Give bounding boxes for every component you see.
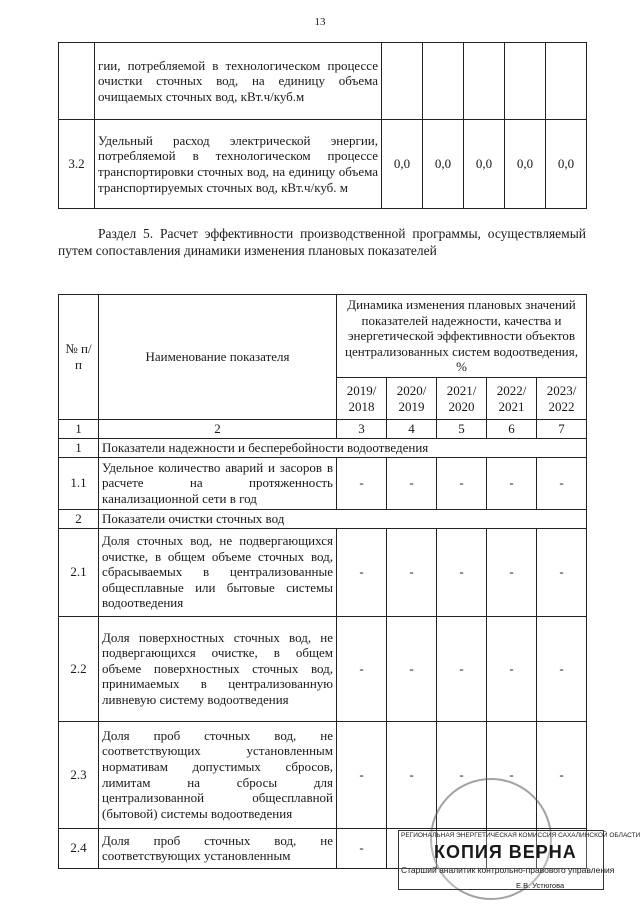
value-cell: - (437, 721, 487, 828)
col-name-header: Наименование показателя (99, 295, 337, 420)
value-cell: - (387, 528, 437, 616)
row-name: Удельный расход электрической энергии, потребляемой в технологическом процессе транспортировки сточных вод, на единицу объема транспортируемых сточных вод, кВт.ч/куб. м (95, 120, 382, 209)
stamp-signer: Е.В. Устюгова (516, 881, 565, 890)
value-cell: - (537, 528, 587, 616)
row-number: 2.3 (59, 721, 99, 828)
value-cell: 0,0 (505, 120, 546, 209)
value-cell: - (437, 528, 487, 616)
year-header: 2023/ 2022 (537, 378, 587, 420)
row-name: Доля проб сточных вод, не соответствующих установленным нормативам допустимых сбросов, лимитам на сбросы для централизованной общесплавной (бытовой) системы водоотведения (99, 721, 337, 828)
row-number: 2 (59, 509, 99, 528)
value-cell (546, 43, 587, 120)
value-cell: - (537, 457, 587, 509)
value-cell: - (337, 721, 387, 828)
value-cell: - (487, 457, 537, 509)
value-cell: - (387, 457, 437, 509)
row-number: 3.2 (59, 120, 95, 209)
value-cell: - (387, 616, 437, 721)
col-num-header: № п/п (59, 295, 99, 420)
group-name: Показатели надежности и бесперебойности водоотведения (99, 438, 587, 457)
year-header: 2022/ 2021 (487, 378, 537, 420)
index-cell: 6 (487, 420, 537, 439)
row-number: 2.2 (59, 616, 99, 721)
value-cell: 0,0 (546, 120, 587, 209)
stamp-title: КОПИЯ ВЕРНА (434, 842, 577, 862)
value-cell (423, 43, 464, 120)
value-cell: - (487, 721, 537, 828)
value-cell: - (487, 528, 537, 616)
row-name: Доля поверхностных сточных вод, не подвергающихся очистке, в общем объеме поверхностных сточных вод, принимаемых в централизованную ливневую систему водоотведения (99, 616, 337, 721)
value-cell: - (437, 457, 487, 509)
section-title: Раздел 5. Расчет эффективности производственной программы, осуществляемый путем сопоставления динамики изменения плановых показателей (58, 226, 586, 258)
certification-stamp (398, 772, 640, 898)
value-cell (382, 43, 423, 120)
value-cell: - (537, 616, 587, 721)
group-row (59, 509, 587, 528)
index-cell: 5 (437, 420, 487, 439)
value-cell: - (337, 528, 387, 616)
index-cell: 7 (537, 420, 587, 439)
value-cell: - (337, 457, 387, 509)
value-cell: - (437, 616, 487, 721)
row-name: Удельное количество аварий и засоров в расчете на протяженность канализационной сети в год (99, 457, 337, 509)
row-number (59, 43, 95, 120)
page-number: 13 (314, 16, 326, 28)
row-number: 2.1 (59, 528, 99, 616)
row-number: 2.4 (59, 828, 99, 868)
index-row (59, 420, 587, 439)
table-row (59, 120, 587, 209)
row-name: Доля сточных вод, не подвергающихся очистке, в общем объеме сточных вод, сбрасываемых в централизованные общесплавные или бытовые системы водоотведения (99, 528, 337, 616)
year-header: 2019/ 2018 (337, 378, 387, 420)
value-cell (505, 43, 546, 120)
table-row (59, 457, 587, 509)
group-row (59, 438, 587, 457)
value-cell: - (537, 721, 587, 828)
year-header: 2021/ 2020 (437, 378, 487, 420)
stamp-org: РЕГИОНАЛЬНАЯ ЭНЕРГЕТИЧЕСКАЯ КОМИССИЯ САХАЛИНСКОЙ ОБЛАСТИ (401, 832, 640, 839)
top-table (58, 42, 587, 209)
index-cell: 1 (59, 420, 99, 439)
stamp-position: Старший аналитик контрольно-правового управления (401, 865, 615, 875)
index-cell: 2 (99, 420, 337, 439)
value-cell: - (387, 721, 437, 828)
index-cell: 3 (337, 420, 387, 439)
row-name: гии, потребляемой в технологическом процессе очистки сточных вод, на единицу объема очищаемых сточных вод, кВт.ч/куб.м (95, 43, 382, 120)
value-cell: - (487, 616, 537, 721)
dynamics-header: Динамика изменения плановых значений показателей надежности, качества и энергетической эффективности объектов централизованных систем водоотведения, % (337, 295, 587, 378)
value-cell: - (337, 616, 387, 721)
row-name: Доля проб сточных вод, не соответствующих установленным (99, 828, 337, 868)
value-cell: - (337, 828, 387, 868)
value-cell: 0,0 (423, 120, 464, 209)
table-row (59, 43, 587, 120)
index-cell: 4 (387, 420, 437, 439)
value-cell: 0,0 (382, 120, 423, 209)
header-row (59, 295, 587, 378)
year-header: 2020/ 2019 (387, 378, 437, 420)
value-cell (464, 43, 505, 120)
row-number: 1.1 (59, 457, 99, 509)
table-row (59, 528, 587, 616)
row-number: 1 (59, 438, 99, 457)
table-row (59, 616, 587, 721)
group-name: Показатели очистки сточных вод (99, 509, 587, 528)
value-cell: 0,0 (464, 120, 505, 209)
